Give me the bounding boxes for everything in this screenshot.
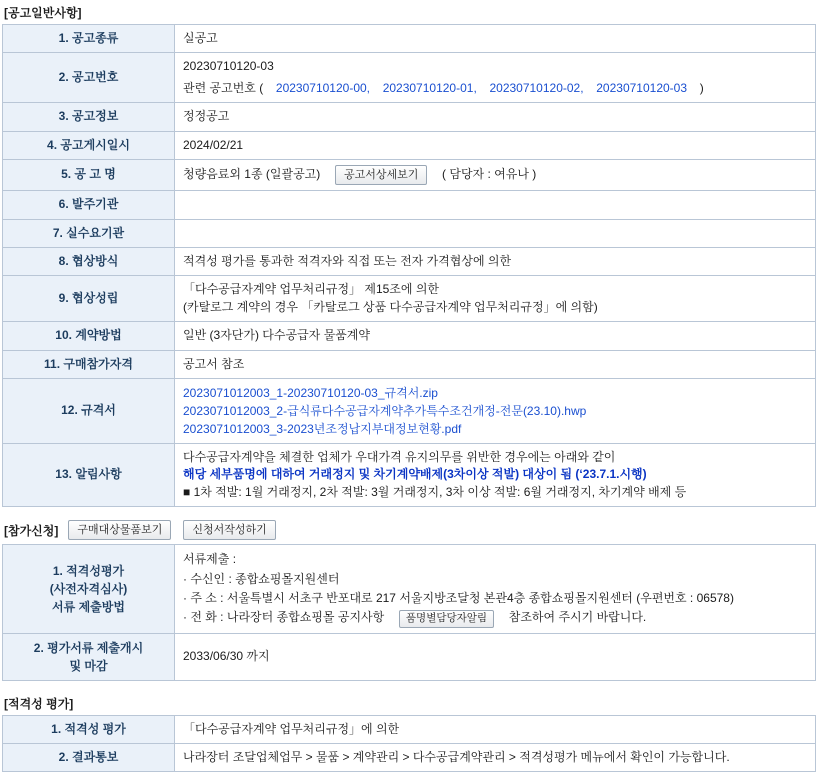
qualification-table xyxy=(2,715,816,772)
row-value-announce-number xyxy=(175,53,816,103)
row-value-notice xyxy=(175,443,816,506)
row-label-posted-date: 4. 공고게시일시 xyxy=(3,131,175,159)
label-line-1: 1. 적격성평가 xyxy=(52,564,125,579)
table-row xyxy=(3,744,816,772)
item-manager-notice-button[interactable]: 품명별담당자알림 xyxy=(399,610,494,628)
table-row xyxy=(3,219,816,247)
row-value-qualification-eval: 「다수공급자계약 업무처리규정」에 의한 xyxy=(175,715,816,743)
notice-line-2: 해당 세부품명에 대하여 거래정지 및 차기계약배제(3차이상 적발) 대상이 됨 (‘23.7.1.시행) xyxy=(183,467,647,482)
row-label-announce-number: 2. 공고번호 xyxy=(3,53,175,103)
label-line-1: 2. 평가서류 제출개시 xyxy=(33,640,144,655)
row-label-negotiation-establish: 9. 협상성립 xyxy=(3,276,175,322)
row-value-negotiation-method: 적격성 평가를 통과한 적격자와 직접 또는 전자 가격협상에 의한 xyxy=(175,248,816,276)
row-label-ordering-agency: 6. 발주기관 xyxy=(3,191,175,219)
table-row xyxy=(3,191,816,219)
manager-info: ( 담당자 : 여유나 ) xyxy=(442,167,537,182)
row-value-qualification-submission xyxy=(175,545,816,633)
agreement-line-2: (카탈로그 계약의 경우 「카탈로그 상품 다수공급자계약 업무처리규정」에 의함) xyxy=(183,299,598,314)
related-announce-link-3[interactable]: 20230710120-03 xyxy=(596,80,688,95)
label-line-3: 서류 제출방법 xyxy=(52,600,125,615)
row-value-announce-info: 정정공고 xyxy=(175,103,816,131)
section-title-qualification: [적격성 평가] xyxy=(4,696,74,711)
table-row xyxy=(3,633,816,680)
table-row xyxy=(3,276,816,322)
row-value-announce-type: 실공고 xyxy=(175,25,816,53)
row-label-qualification-eval: 1. 적격성 평가 xyxy=(3,715,175,743)
table-row xyxy=(3,715,816,743)
table-row xyxy=(3,53,816,103)
related-prefix: 관련 공고번호 ( xyxy=(183,80,264,95)
table-row xyxy=(3,350,816,378)
table-row xyxy=(3,443,816,506)
section-title-participation: [참가신청] xyxy=(4,523,59,538)
doc-submission-recipient: · 수신인 : 종합쇼핑몰지원센터 xyxy=(183,571,340,586)
table-row xyxy=(3,131,816,159)
row-value-ordering-agency xyxy=(175,191,816,219)
label-line-2: (사전자격심사) xyxy=(49,582,128,597)
announce-name-text: 청량음료외 1종 (일괄공고) xyxy=(183,167,321,182)
announce-number-main: 20230710120-03 xyxy=(183,59,274,74)
notice-line-1: 다수공급자계약을 체결한 업체가 우대가격 유지의무를 위반한 경우에는 아래와 같이 xyxy=(183,449,616,464)
row-label-evaluation-doc-period xyxy=(3,633,175,680)
doc-submission-title: 서류제출 : xyxy=(183,552,237,567)
doc-submission-address: · 주 소 : 서울특별시 서초구 반포대로 217 서울지방조달청 본관4층 종합쇼핑몰지원센터 (우편번호 : 06578) xyxy=(183,590,734,605)
related-announce-link-2[interactable]: 20230710120-02, xyxy=(489,80,584,95)
spec-file-link-0[interactable]: 2023071012003_1-20230710120-03_규격서.zip xyxy=(183,385,438,400)
table-row xyxy=(3,322,816,350)
table-row xyxy=(3,248,816,276)
row-value-result-notice: 나라장터 조달업체업무 > 물품 > 계약관리 > 다수공급계약관리 > 적격성평가 메뉴에서 확인이 가능합니다. xyxy=(175,744,816,772)
table-row xyxy=(3,378,816,443)
section-spacer xyxy=(0,507,818,517)
section-title-general: [공고일반사항] xyxy=(4,6,82,20)
section-header-participation xyxy=(0,517,818,544)
row-label-purchase-qualification: 11. 구매참가자격 xyxy=(3,350,175,378)
row-value-negotiation-establish xyxy=(175,276,816,322)
row-label-announce-type: 1. 공고종류 xyxy=(3,25,175,53)
row-value-evaluation-doc-period: 2033/06/30 까지 xyxy=(175,633,816,680)
row-label-qualification-submission xyxy=(3,545,175,633)
related-announce-link-0[interactable]: 20230710120-00, xyxy=(275,80,370,95)
row-label-result-notice: 2. 결과통보 xyxy=(3,744,175,772)
related-announce-link-1[interactable]: 20230710120-01, xyxy=(382,80,477,95)
row-label-announce-name: 5. 공 고 명 xyxy=(3,159,175,190)
spec-file-link-2[interactable]: 2023071012003_3-2023년조정납지부대정보현황.pdf xyxy=(183,421,462,436)
doc-submission-phone-text: · 전 화 : 나라장터 종합쇼핑몰 공지사항 xyxy=(183,610,385,625)
related-announce-numbers xyxy=(183,80,807,97)
row-value-actual-demand-agency xyxy=(175,219,816,247)
row-value-spec-document xyxy=(175,378,816,443)
row-value-purchase-qualification: 공고서 참조 xyxy=(175,350,816,378)
spec-file-link-1[interactable]: 2023071012003_2-급식류다수공급자계약추가특수조건개정-전문(23.10).hwp xyxy=(183,403,587,418)
row-value-contract-method: 일반 (3자단가) 다수공급자 물품계약 xyxy=(175,322,816,350)
general-info-table xyxy=(2,24,816,507)
participation-table xyxy=(2,544,816,680)
row-label-spec-document: 12. 규격서 xyxy=(3,378,175,443)
table-row xyxy=(3,103,816,131)
table-row xyxy=(3,159,816,190)
agreement-line-1: 「다수공급자계약 업무처리규정」 제15조에 의한 xyxy=(183,282,440,297)
related-suffix: ) xyxy=(699,80,704,95)
row-label-announce-info: 3. 공고정보 xyxy=(3,103,175,131)
doc-submission-tail-text: 참조하여 주시기 바랍니다. xyxy=(508,610,647,625)
table-row xyxy=(3,545,816,633)
view-target-items-button[interactable]: 구매대상물품보기 xyxy=(68,520,171,540)
label-line-2: 및 마감 xyxy=(69,658,108,673)
write-application-button[interactable]: 신청서작성하기 xyxy=(183,520,275,540)
row-label-actual-demand-agency: 7. 실수요기관 xyxy=(3,219,175,247)
row-label-notice: 13. 알림사항 xyxy=(3,443,175,506)
row-label-contract-method: 10. 계약방법 xyxy=(3,322,175,350)
row-label-negotiation-method: 8. 협상방식 xyxy=(3,248,175,276)
section-spacer xyxy=(0,681,818,691)
row-value-posted-date: 2024/02/21 xyxy=(175,131,816,159)
doc-submission-phone-line xyxy=(183,608,807,628)
row-value-announce-name xyxy=(175,159,816,190)
view-announcement-detail-button[interactable]: 공고서상세보기 xyxy=(335,165,427,185)
table-row xyxy=(3,25,816,53)
notice-line-3: ■ 1차 적발: 1월 거래정지, 2차 적발: 3월 거래정지, 3차 이상 적발: 6월 거래정지, 차기계약 배제 등 xyxy=(183,484,687,499)
